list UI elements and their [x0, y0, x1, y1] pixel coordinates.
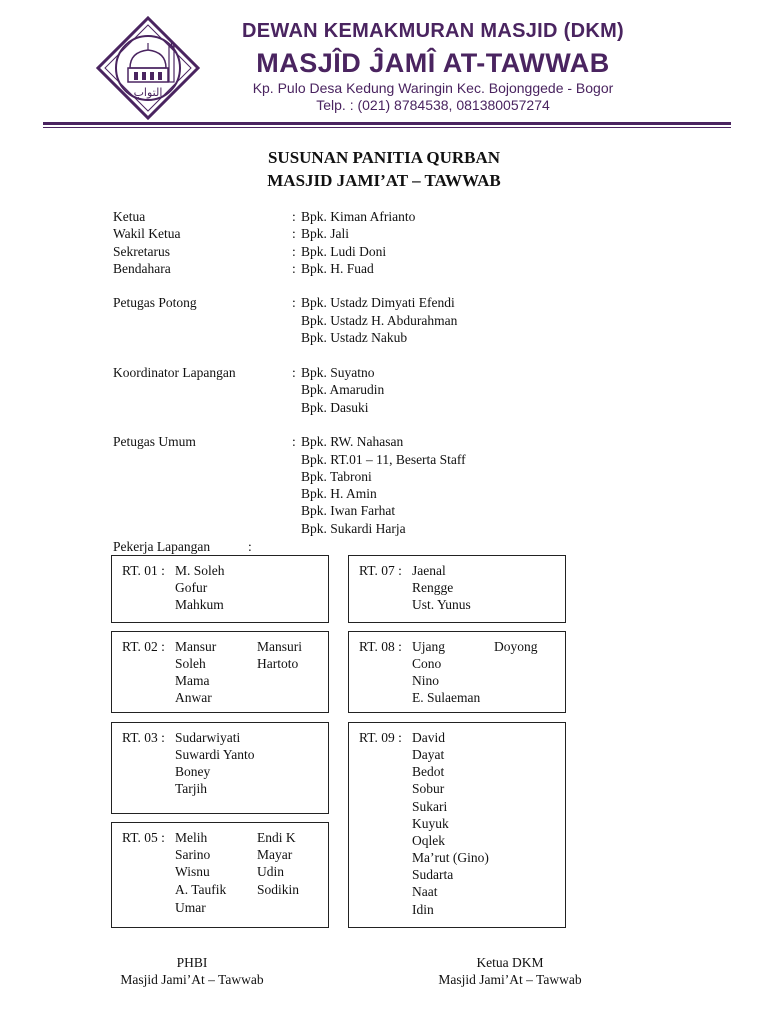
rt-member: Ujang [412, 639, 445, 654]
rt-member: Kuyuk [412, 816, 449, 831]
rt-member: Cono [412, 656, 442, 671]
signature-right-org: Masjid Jami’At – Tawwab [438, 972, 582, 987]
signature-left-org: Masjid Jami’At – Tawwab [120, 972, 264, 987]
colon: : [292, 261, 296, 276]
org-name: DEWAN KEMAKMURAN MASJID (DKM) [241, 20, 624, 42]
rt-member: Melih [175, 830, 208, 845]
rt-member: M. Soleh [175, 563, 225, 578]
rt-member: A. Taufik [175, 882, 227, 897]
logo-arabic-text: التواب [133, 86, 163, 99]
rt-member: Ust. Yunus [412, 597, 471, 612]
pekerja-lapangan-label: Pekerja Lapangan [113, 539, 211, 554]
name-bendahara: Bpk. H. Fuad [301, 261, 374, 276]
name-wakil-ketua: Bpk. Jali [301, 226, 350, 241]
rt-label: RT. 01 : [122, 563, 165, 578]
rt-member: Mansur [175, 639, 217, 654]
rt-member: Sudarta [412, 867, 454, 882]
rt-member: Suwardi Yanto [175, 747, 255, 762]
rt-member: Anwar [175, 690, 212, 705]
rt-member: Mansuri [257, 639, 302, 654]
rt-member: Jaenal [412, 563, 446, 578]
role-petugas-potong: Petugas Potong [113, 295, 197, 310]
rt-label: RT. 09 : [359, 730, 402, 745]
rt-member: Naat [412, 884, 438, 899]
rt-member: Sudarwiyati [175, 730, 241, 745]
rt-member: Doyong [494, 639, 538, 654]
name-koordinator: Bpk. Suyatno [301, 365, 375, 380]
rt-member: David [412, 730, 445, 745]
colon: : [292, 244, 296, 259]
rt-member: Sarino [175, 847, 211, 862]
name-petugas-umum: Bpk. Iwan Farhat [301, 503, 396, 518]
role-petugas-umum: Petugas Umum [113, 434, 196, 449]
rt-member: Rengge [412, 580, 454, 595]
colon: : [292, 209, 296, 224]
name-petugas-potong: Bpk. Ustadz Dimyati Efendi [301, 295, 455, 310]
rt-member: Gofur [175, 580, 208, 595]
rt-member: Tarjih [175, 781, 208, 796]
name-petugas-potong: Bpk. Ustadz Nakub [301, 330, 408, 345]
colon: : [292, 295, 296, 310]
rt-label: RT. 03 : [122, 730, 165, 745]
rt-member: Mayar [257, 847, 293, 862]
colon: : [292, 365, 296, 380]
rt-member: Idin [412, 902, 434, 917]
colon: : [292, 434, 296, 449]
rt-member: Endi K [257, 830, 296, 845]
name-petugas-potong: Bpk. Ustadz H. Abdurahman [301, 313, 458, 328]
role-ketua: Ketua [113, 209, 146, 224]
rt-member: Hartoto [257, 656, 299, 671]
rt-member: Nino [412, 673, 439, 688]
rt-label: RT. 02 : [122, 639, 165, 654]
name-petugas-umum: Bpk. Tabroni [301, 469, 372, 484]
signature-left-title: PHBI [176, 955, 208, 970]
rt-member: E. Sulaeman [412, 690, 481, 705]
rt-member: Mahkum [175, 597, 224, 612]
rt-member: Umar [175, 900, 206, 915]
name-ketua: Bpk. Kiman Afrianto [301, 209, 416, 224]
name-petugas-umum: Bpk. RT.01 – 11, Beserta Staff [301, 452, 466, 467]
masjid-name: MASJÎD ĴAMÎ AT-TAWWAB [256, 48, 610, 78]
rt-member: Ma’rut (Gino) [412, 850, 489, 865]
rt-member: Sodikin [257, 882, 300, 897]
rt-member: Bedot [412, 764, 445, 779]
address: Kp. Pulo Desa Kedung Waringin Kec. Bojonggede - Bogor [252, 80, 614, 96]
masjid-logo [96, 16, 200, 120]
rt-member: Boney [175, 764, 211, 779]
rt-label: RT. 07 : [359, 563, 402, 578]
role-wakil-ketua: Wakil Ketua [113, 226, 181, 241]
document-subtitle: MASJID JAMI’AT – TAWWAB [267, 171, 501, 190]
rt-member: Soleh [175, 656, 206, 671]
rt-member: Dayat [412, 747, 445, 762]
name-petugas-umum: Bpk. Sukardi Harja [301, 521, 406, 536]
rt-member: Sukari [412, 799, 448, 814]
name-sekretaris: Bpk. Ludi Doni [301, 244, 387, 259]
rt-label: RT. 05 : [122, 830, 165, 845]
colon: : [248, 539, 252, 554]
header-rule-thin [43, 127, 731, 128]
rt-member: Udin [257, 864, 284, 879]
signature-right-title: Ketua DKM [476, 955, 544, 970]
rt-box-09 [348, 722, 566, 928]
header-rule-thick [43, 122, 731, 125]
role-bendahara: Bendahara [113, 261, 171, 276]
rt-label: RT. 08 : [359, 639, 402, 654]
name-koordinator: Bpk. Dasuki [301, 400, 369, 415]
rt-member: Oqlek [412, 833, 445, 848]
name-koordinator: Bpk. Amarudin [301, 382, 385, 397]
role-koordinator-lapangan: Koordinator Lapangan [113, 365, 236, 380]
name-petugas-umum: Bpk. H. Amin [301, 486, 377, 501]
colon: : [292, 226, 296, 241]
role-sekretaris: Sekretarus [113, 244, 170, 259]
rt-member: Wisnu [175, 864, 210, 879]
rt-member: Sobur [412, 781, 445, 796]
rt-member: Mama [175, 673, 210, 688]
document-title: SUSUNAN PANITIA QURBAN [267, 148, 501, 167]
name-petugas-umum: Bpk. RW. Nahasan [301, 434, 404, 449]
phone: Telp. : (021) 8784538, 081380057274 [316, 97, 550, 113]
